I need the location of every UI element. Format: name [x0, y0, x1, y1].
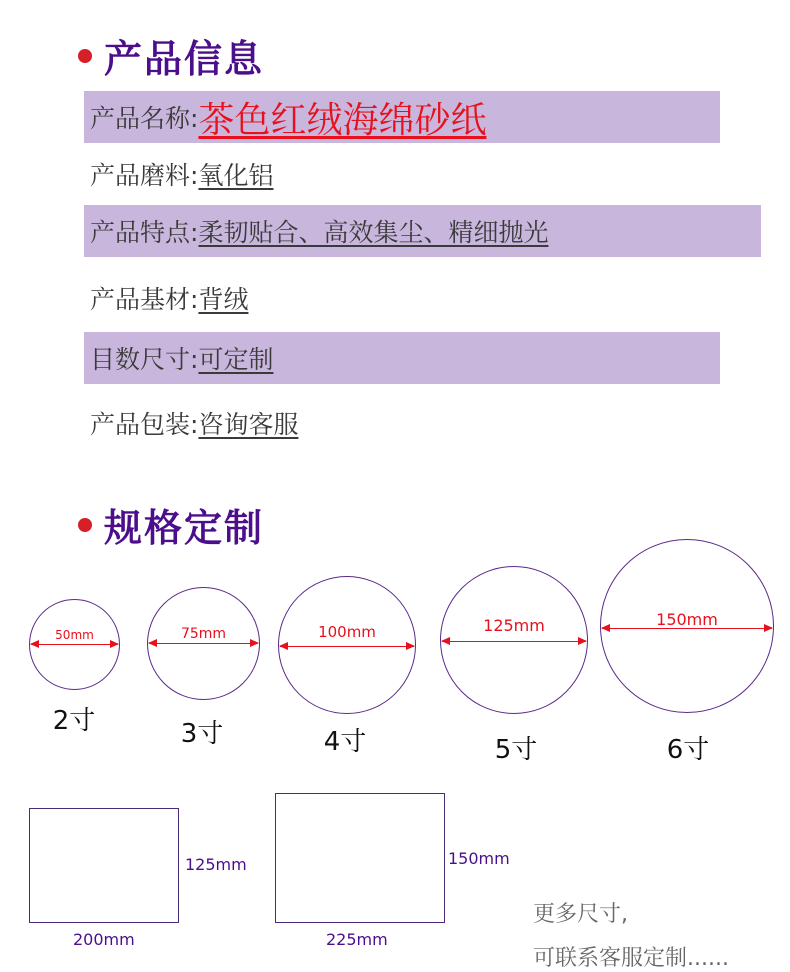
more-sizes-note: 更多尺寸,	[533, 902, 628, 927]
info-value: 可定制	[198, 345, 274, 374]
info-row-packaging	[84, 397, 720, 449]
circle-size-label: 2寸	[52, 706, 96, 736]
info-value: 咨询客服	[198, 410, 299, 439]
circle-size-label: 6寸	[666, 735, 710, 765]
info-row-name	[84, 91, 720, 143]
info-value: 背绒	[198, 285, 249, 314]
info-label: 产品名称:	[90, 104, 199, 133]
rect-height-label: 150mm	[448, 849, 510, 868]
product-info-heading	[78, 28, 264, 83]
dimension-arrow	[280, 646, 414, 647]
info-row-abrasive	[84, 148, 720, 200]
info-row-features	[84, 205, 761, 257]
info-value: 茶色红绒海绵砂纸	[198, 99, 487, 141]
circle-4-inch	[278, 576, 416, 714]
rect-width-label: 225mm	[326, 930, 388, 949]
spec-title: 规格定制	[104, 506, 265, 550]
circle-diameter-label: 150mm	[656, 610, 718, 629]
rect-width-label: 200mm	[73, 930, 135, 949]
circle-diameter-label: 75mm	[180, 626, 227, 642]
product-info-title: 产品信息	[104, 37, 265, 81]
rect-225x150	[275, 793, 445, 923]
spec-heading	[78, 497, 264, 552]
circle-5-inch	[440, 566, 588, 714]
contact-service-note: 可联系客服定制......	[533, 946, 729, 971]
info-label: 产品基材:	[90, 285, 199, 314]
info-label: 产品特点:	[90, 218, 199, 247]
dimension-arrow	[31, 644, 118, 645]
info-row-grit-size	[84, 332, 720, 384]
info-value: 氧化铝	[198, 161, 274, 190]
bullet-dot-icon	[78, 49, 92, 63]
circle-diameter-label: 100mm	[318, 623, 376, 641]
circle-size-label: 3寸	[180, 719, 224, 749]
circle-diameter-label: 125mm	[483, 616, 545, 635]
info-label: 产品包装:	[90, 410, 199, 439]
info-label: 目数尺寸:	[90, 345, 199, 374]
rect-200x125	[29, 808, 179, 923]
dimension-arrow	[149, 643, 258, 644]
info-row-backing	[84, 272, 720, 324]
circle-size-label: 5寸	[494, 735, 538, 765]
rect-height-label: 125mm	[185, 855, 247, 874]
info-value: 柔韧贴合、高效集尘、精细抛光	[198, 218, 549, 247]
circle-diameter-label: 50mm	[55, 628, 94, 642]
bullet-dot-icon	[78, 518, 92, 532]
info-label: 产品磨料:	[90, 161, 199, 190]
dimension-arrow	[442, 641, 586, 642]
circle-size-label: 4寸	[323, 727, 367, 757]
